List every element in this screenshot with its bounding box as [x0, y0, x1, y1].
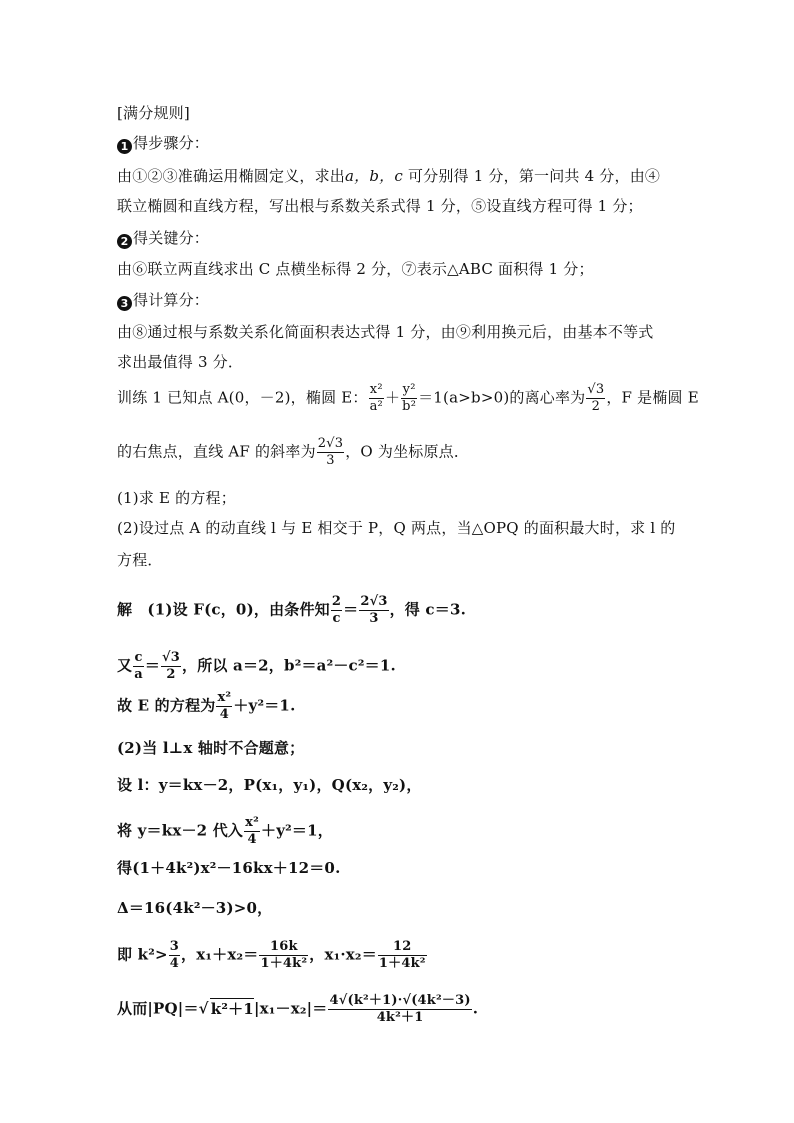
frac-num: c — [134, 650, 143, 665]
sol-text: ，x₁·x₂＝ — [309, 945, 377, 964]
frac-c-a — [133, 650, 144, 683]
question-1: (1)求 E 的方程； — [117, 489, 236, 507]
sol-text: ＋y²＝1， — [261, 821, 333, 840]
frac-num: x² — [245, 815, 259, 830]
sol-text: |x₁－x₂|＝ — [253, 999, 328, 1018]
frac-2sqrt3-3b — [359, 594, 388, 627]
ex-text-d: 的右焦点，直线 AF 的斜率为 — [117, 442, 316, 461]
calc-heading-line — [117, 290, 209, 311]
sol-text: ＋y²＝1. — [233, 696, 296, 715]
step-heading-line — [117, 133, 209, 154]
sol-text: ，x₁＋x₂＝ — [181, 945, 259, 964]
sol-text: ，所以 a＝2，b²＝a²－c²＝1. — [182, 656, 396, 675]
sqrt3-value: 3. — [449, 600, 466, 619]
frac-num: 3 — [169, 939, 180, 954]
solution-line-10: 从而|PQ|＝√ k²＋1|x₁－x₂|＝ $\frac{\text{4√(k²＋1)·√(4k²－3)}}{\text{4k²＋1}}$ . — [117, 993, 479, 1025]
sol-text: 将 y＝kx－2 代入 — [117, 821, 244, 840]
frac-den: 3 — [326, 453, 335, 468]
frac-2-c — [331, 594, 342, 627]
sol-text: 从而|PQ|＝ — [117, 999, 199, 1018]
frac-x2-a2 — [369, 382, 384, 415]
step-text-line-1 — [117, 166, 660, 186]
sqrt-sign: √ — [198, 999, 209, 1018]
frac-den: a² — [369, 399, 383, 414]
solution-line-8: Δ＝16(4k²－3)>0， — [117, 899, 273, 917]
calc-text-2: 求出最值得 3 分． — [117, 353, 244, 371]
calc-heading: 得计算分： — [133, 291, 210, 309]
frac-x2-4b — [244, 815, 260, 848]
solution-line-1 — [117, 594, 466, 627]
frac-num: 12 — [378, 939, 427, 956]
sol-text: 即 k²> — [117, 945, 168, 964]
ex-text-a: 训练 1 已知点 A(0，－2)，椭圆 E： — [117, 388, 368, 407]
frac-pq — [328, 993, 471, 1026]
number-one-icon: 1 — [117, 139, 132, 154]
frac-den: 4 — [247, 832, 257, 847]
frac-num: √3 — [162, 650, 181, 665]
frac-sqrt3-2 — [586, 382, 605, 415]
key-heading-line — [117, 228, 209, 249]
frac-den: 4 — [169, 956, 180, 971]
sol-text: 又 — [117, 656, 133, 675]
solution-line-3 — [117, 690, 296, 723]
solution-line-5: 设 l：y＝kx－2，P(x₁，y₁)，Q(x₂，y₂)， — [117, 776, 422, 794]
frac-num: 2√3 — [360, 594, 388, 609]
frac-num: √3 — [587, 382, 605, 397]
frac-den: a — [134, 667, 143, 682]
question-2-b: 方程． — [117, 551, 163, 569]
solution-line-6 — [117, 815, 333, 848]
step-heading: 得步骤分： — [133, 134, 210, 152]
frac-den: 1＋4k² — [378, 956, 426, 971]
ex-text-b: ＝1(a>b>0)的离心率为 — [418, 388, 586, 407]
frac-num: 2√3 — [317, 436, 344, 451]
number-three-icon: 3 — [117, 296, 132, 311]
frac-sqrt3-2b — [161, 650, 181, 683]
frac-num: x² — [217, 690, 232, 705]
sol-text: 解 (1)设 F(c，0)，由条件知 — [117, 600, 330, 619]
step-text-2: 可分别得 1 分，第一问共 4 分，由④ — [407, 167, 661, 185]
rules-title: [满分规则] — [117, 104, 190, 122]
frac-den: 2 — [166, 667, 176, 682]
frac-den: c — [332, 611, 341, 626]
frac-x2-4 — [216, 690, 232, 723]
ex-text-e: ，O 为坐标原点． — [345, 442, 470, 461]
exercise-line-2 — [117, 436, 469, 469]
step-text-1: 由①②③准确运用椭圆定义，求出 — [117, 167, 346, 185]
question-2-a: (2)设过点 A 的动直线 l 与 E 相交于 P，Q 两点，当△OPQ 的面积最大时，求 l 的 — [117, 519, 676, 537]
calc-text-1: 由⑧通过根与系数关系化简面积表达式得 1 分，由⑨利用换元后，由基本不等式 — [117, 323, 654, 341]
frac-den: 2 — [591, 399, 601, 414]
solution-line-7: 得(1＋4k²)x²－16kx＋12＝0. — [117, 859, 341, 877]
exercise-line-1 — [117, 382, 699, 415]
ex-text-c: ，F 是椭圆 E — [606, 388, 699, 407]
number-two-icon: 2 — [117, 234, 132, 249]
frac-den: 4k²＋1 — [376, 1010, 424, 1025]
frac-num: 16k — [259, 939, 308, 956]
frac-num: x² — [369, 382, 383, 397]
frac-den: 3 — [369, 611, 379, 626]
frac-12 — [378, 939, 427, 972]
solution-line-2 — [117, 650, 396, 683]
abc-vars: a，b，c — [345, 167, 403, 185]
sqrt-content: k²＋1 — [210, 999, 254, 1018]
solution-line-4: (2)当 l⊥x 轴时不合题意； — [117, 739, 305, 757]
frac-16k — [259, 939, 308, 972]
frac-den: 1＋4k² — [260, 956, 308, 971]
plus-sign: ＋ — [384, 388, 401, 407]
sol-text: ，得 c＝ — [389, 600, 450, 619]
step-text-line-2: 联立椭圆和直线方程，写出根与系数关系式得 1 分，⑤设直线方程可得 1 分； — [117, 197, 643, 215]
equals: ＝ — [343, 600, 359, 619]
frac-3-4 — [169, 939, 180, 972]
frac-num: 2 — [331, 594, 342, 609]
equals: ＝ — [144, 656, 161, 675]
frac-num: y² — [402, 382, 416, 397]
key-text: 由⑥联立两直线求出 C 点横坐标得 2 分，⑦表示△ABC 面积得 1 分； — [117, 260, 594, 278]
solution-line-9 — [117, 939, 428, 972]
key-heading: 得关键分： — [133, 229, 210, 247]
frac-num: 4√(k²＋1)·√(4k²－3) — [329, 993, 471, 1008]
frac-2sqrt3-3 — [317, 436, 344, 469]
frac-den: b² — [402, 399, 417, 414]
frac-y2-b2 — [401, 382, 417, 415]
sol-text: 故 E 的方程为 — [117, 696, 216, 715]
frac-den: 4 — [219, 707, 230, 722]
